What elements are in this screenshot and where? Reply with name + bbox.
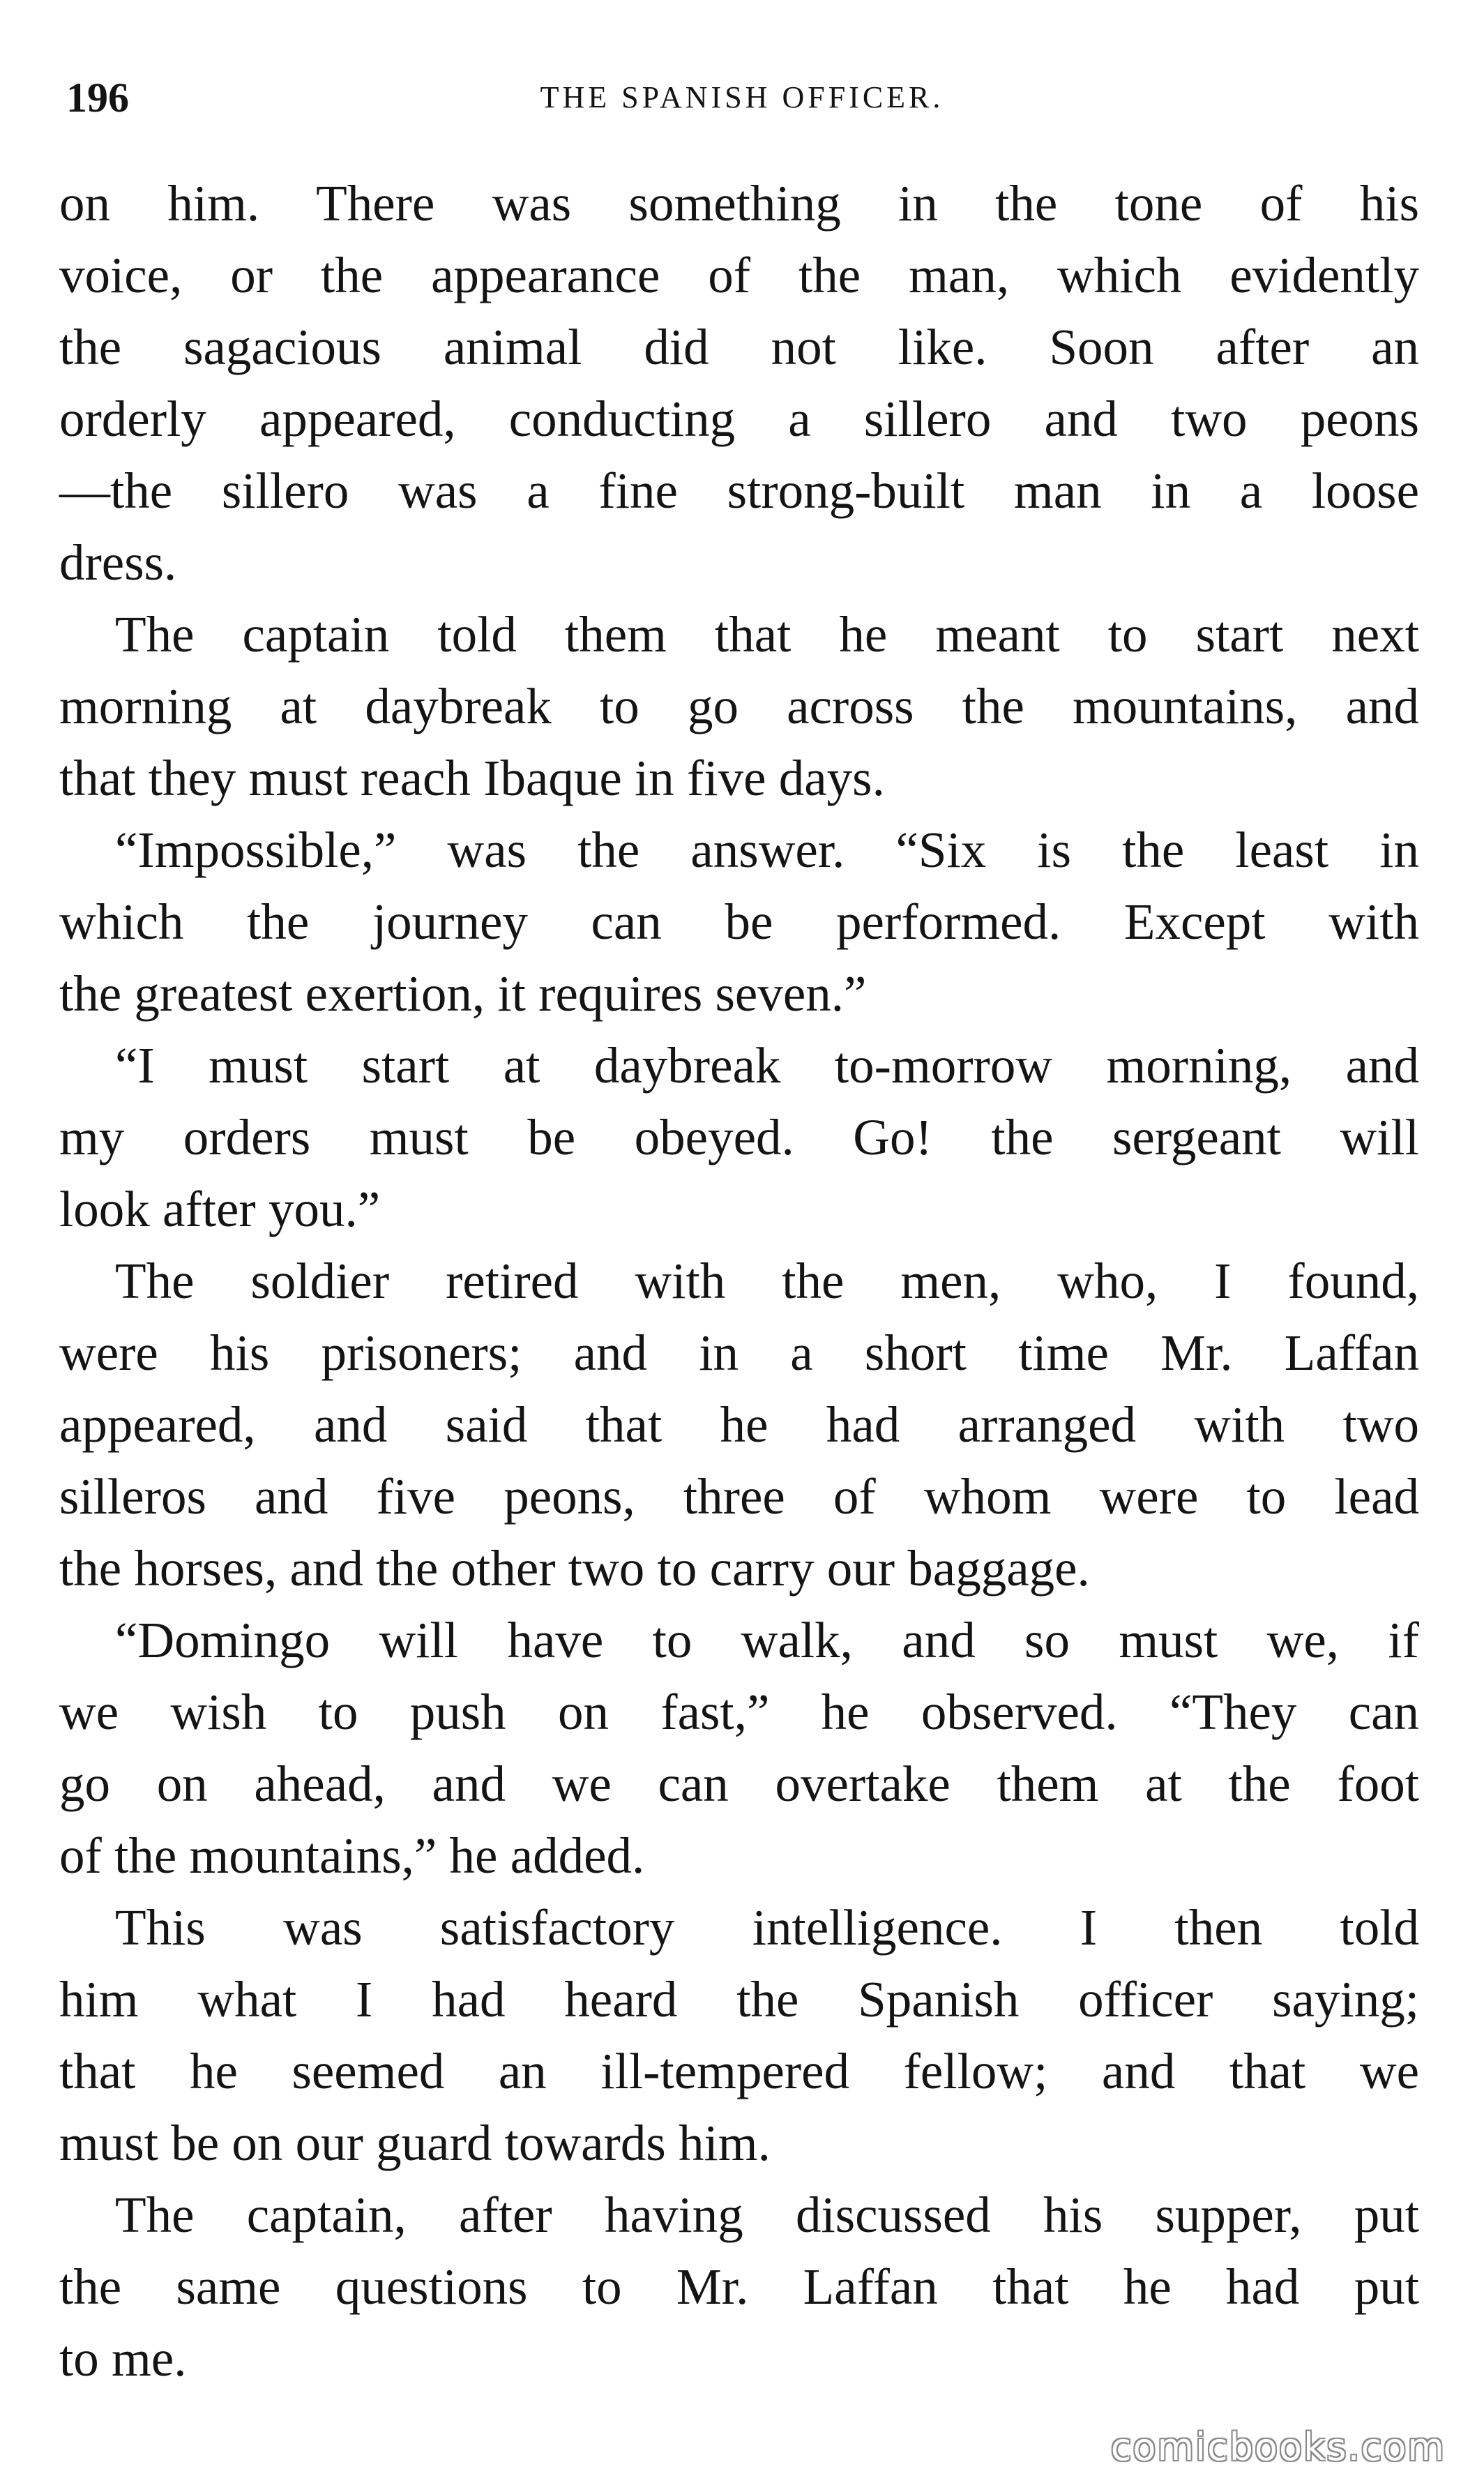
text-line: voice, or the appearance of the man, which evidently bbox=[59, 247, 1419, 303]
text-line: we wish to push on fast,” he observed. “They can bbox=[59, 1684, 1419, 1740]
text-line: him what I had heard the Spanish officer saying; bbox=[59, 1971, 1419, 2028]
text-line: that he seemed an ill-tempered fellow; and that we bbox=[59, 2043, 1419, 2099]
text-line: were his prisoners; and in a short time Mr. Laffan bbox=[59, 1324, 1419, 1381]
body-text bbox=[59, 167, 1419, 2394]
text-line: dress. bbox=[59, 534, 177, 591]
text-line: “I must start at daybreak to-morrow morning, and bbox=[115, 1037, 1419, 1094]
text-line: my orders must be obeyed. Go! the sergeant will bbox=[59, 1109, 1419, 1165]
text-line: silleros and five peons, three of whom were to lead bbox=[59, 1468, 1419, 1525]
text-line: on him. There was something in the tone of his bbox=[59, 175, 1419, 232]
text-line: the greatest exertion, it requires seven.” bbox=[59, 965, 867, 1022]
text-line: of the mountains,” he added. bbox=[59, 1827, 645, 1884]
text-line: appeared, and said that he had arranged with two bbox=[59, 1396, 1419, 1453]
text-line: the sagacious animal did not like. Soon after an bbox=[59, 319, 1419, 375]
text-line: “Impossible,” was the answer. “Six is the least in bbox=[115, 822, 1419, 878]
text-line: The soldier retired with the men, who, I found, bbox=[115, 1253, 1419, 1309]
watermark-logo: comicbooks.com bbox=[1110, 2425, 1446, 2469]
text-line: must be on our guard towards him. bbox=[59, 2115, 771, 2171]
text-line: to me. bbox=[59, 2330, 187, 2387]
page-header bbox=[66, 66, 1418, 129]
text-line: which the journey can be performed. Except with bbox=[59, 893, 1419, 950]
text-line: This was satisfactory intelligence. I then told bbox=[115, 1899, 1419, 1956]
text-line: look after you.” bbox=[59, 1181, 381, 1237]
text-line: that they must reach Ibaque in five days. bbox=[59, 750, 885, 806]
text-line: the horses, and the other two to carry our baggage. bbox=[59, 1540, 1090, 1597]
text-line: “Domingo will have to walk, and so must we, if bbox=[115, 1612, 1419, 1668]
text-line: morning at daybreak to go across the mountains, and bbox=[59, 678, 1419, 734]
text-line: the same questions to Mr. Laffan that he had put bbox=[59, 2258, 1419, 2315]
text-line: The captain told them that he meant to start next bbox=[115, 606, 1419, 663]
page-number: 196 bbox=[66, 75, 129, 121]
text-line: The captain, after having discussed his supper, put bbox=[115, 2187, 1419, 2243]
text-line: go on ahead, and we can overtake them at the foot bbox=[59, 1756, 1419, 1812]
text-line: —the sillero was a fine strong-built man in a loose bbox=[59, 462, 1419, 519]
text-line: orderly appeared, conducting a sillero and two peons bbox=[59, 391, 1419, 447]
running-title: THE SPANISH OFFICER. bbox=[540, 80, 944, 114]
